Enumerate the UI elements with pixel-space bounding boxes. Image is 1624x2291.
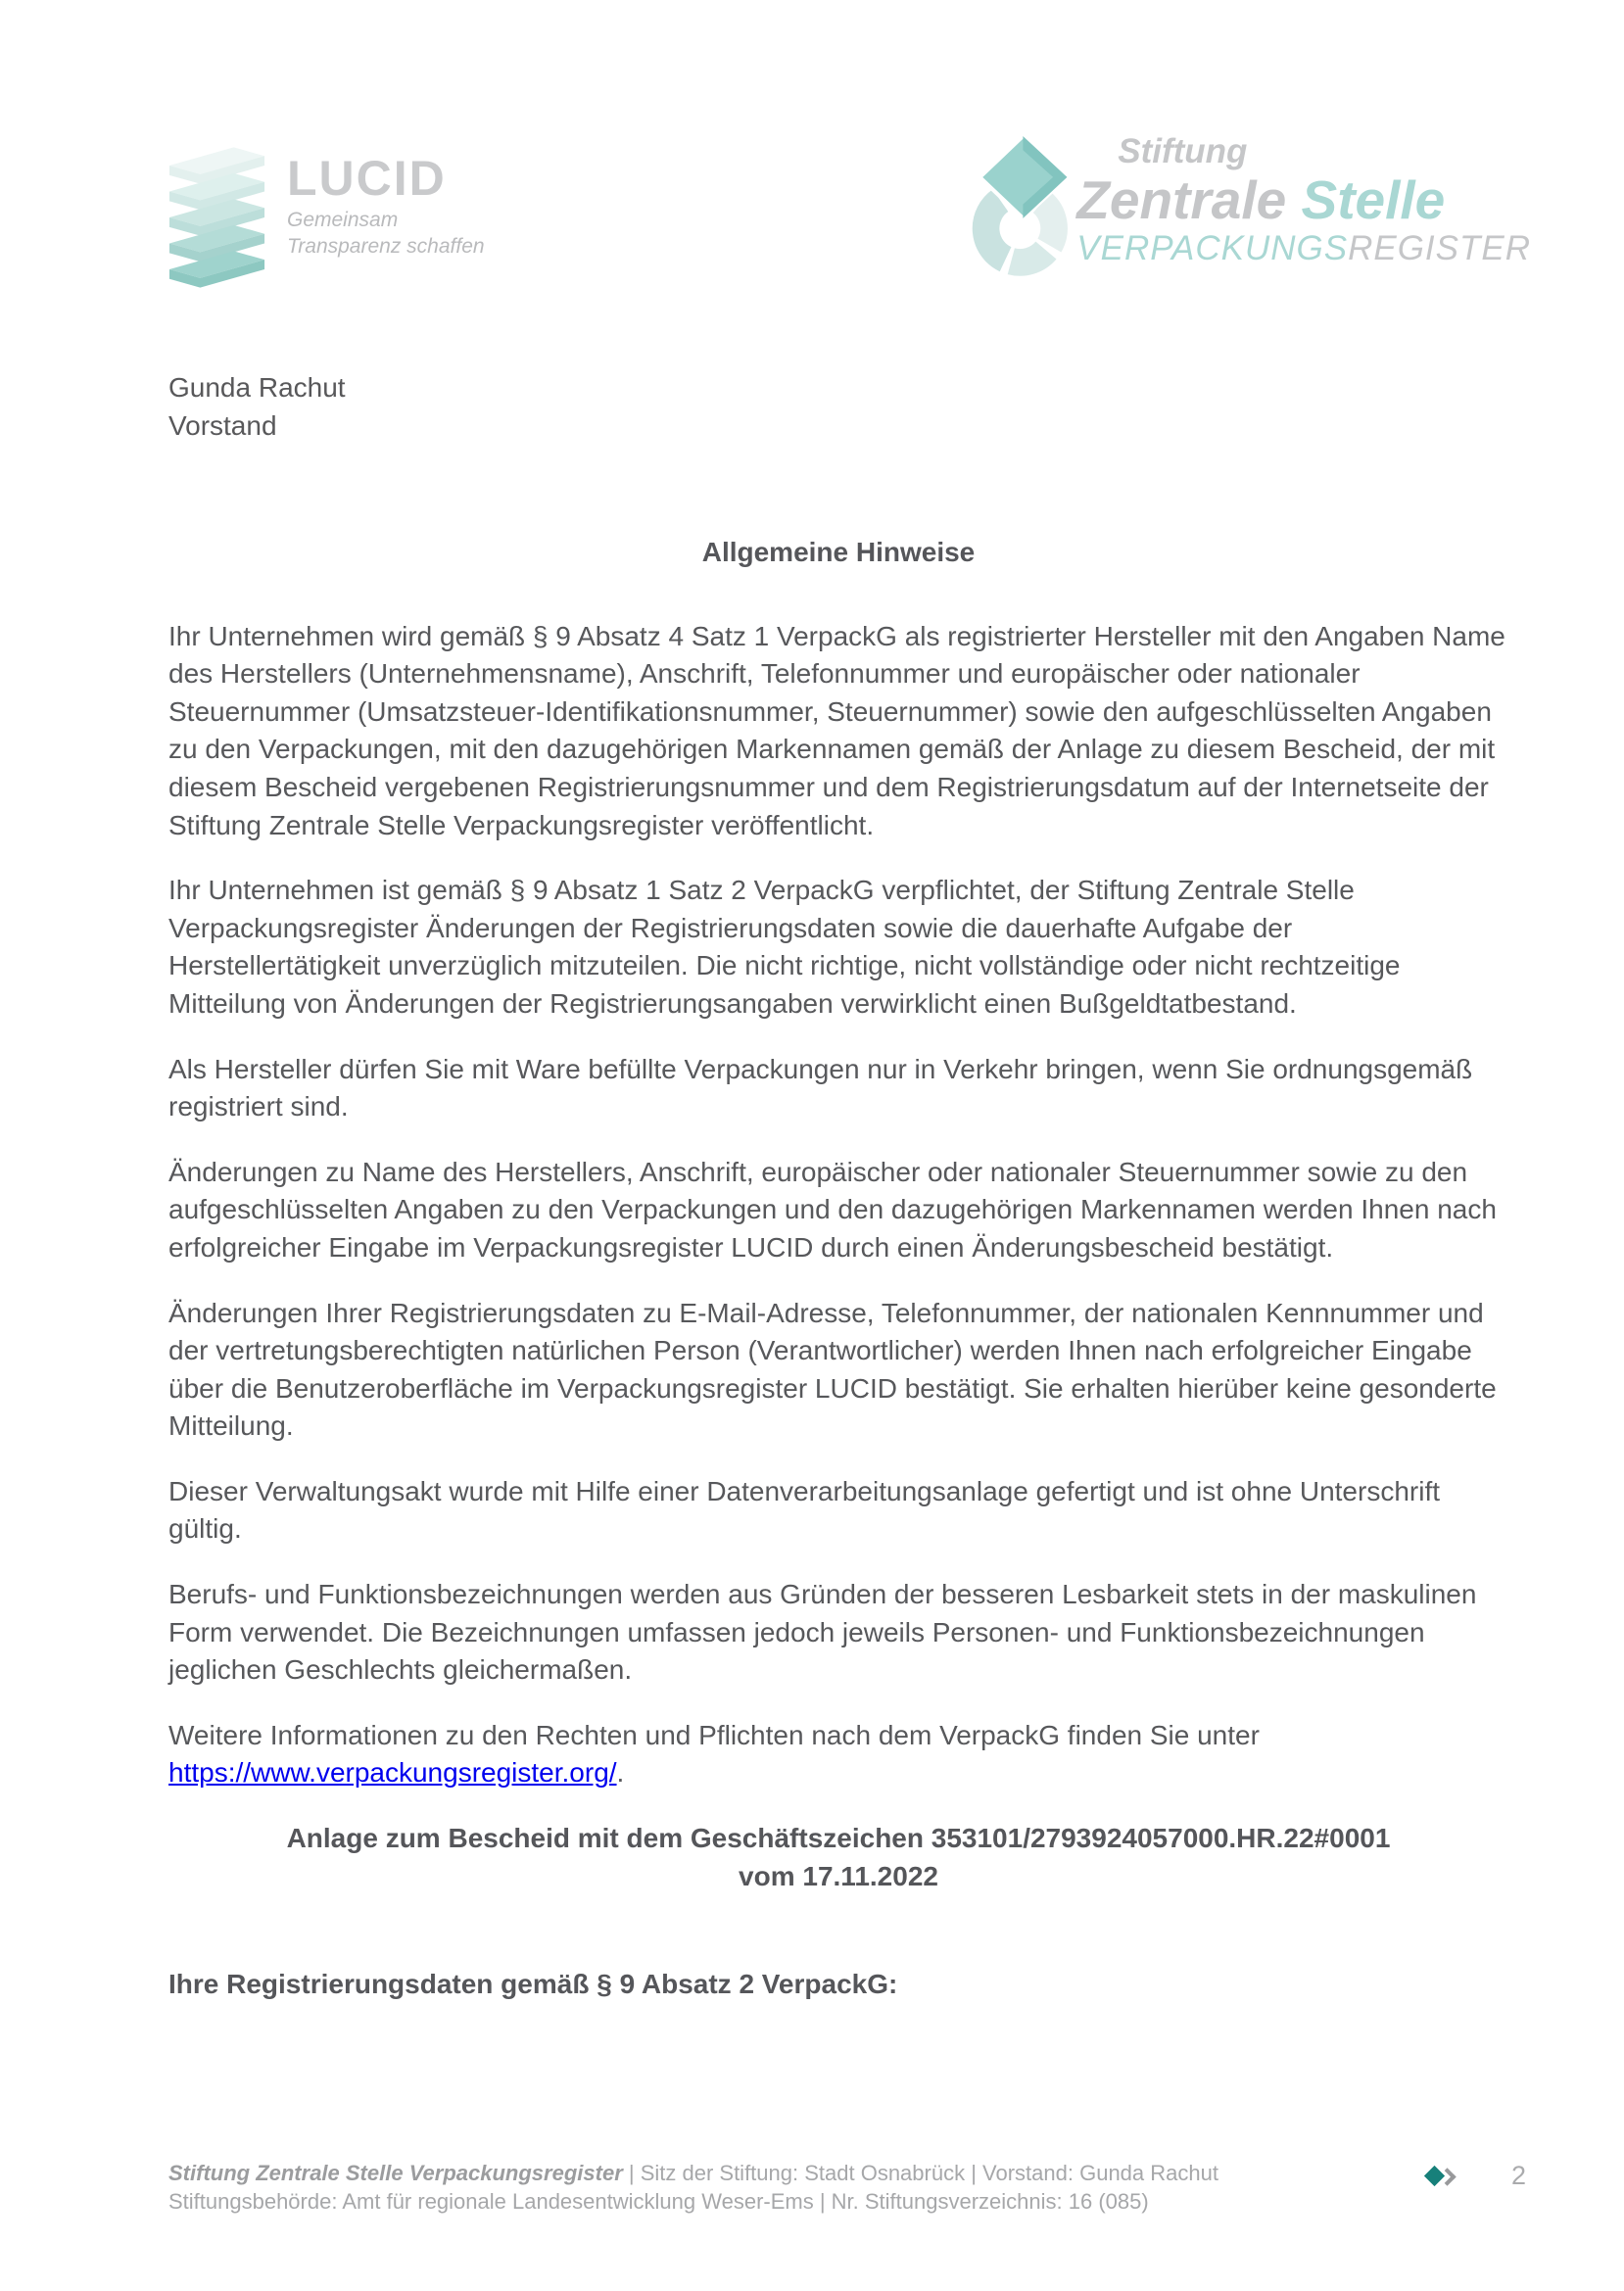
annex-title-line2: vom 17.11.2022 [739, 1860, 938, 1891]
body-paragraph-3: Als Hersteller dürfen Sie mit Ware befüllte Verpackungen nur in Verkehr bringen, wenn Sie ordnungsgemäß registriert sind. [168, 1053, 1473, 1122]
zsvr-verpackungs: VERPACKUNGS [1076, 229, 1349, 267]
zsvr-drop-icon [965, 125, 1090, 277]
annex-title-line1: Anlage zum Bescheid mit dem Geschäftszeichen 353101/2793924057000.HR.22#0001 [286, 1823, 1391, 1854]
registration-data-heading: Ihre Registrierungsdaten gemäß § 9 Absatz 2 VerpackG: [168, 1969, 898, 2000]
verpackungsregister-link[interactable]: https://www.verpackungsregister.org/ [168, 1757, 617, 1789]
zsvr-line-zentrale-stelle [1076, 170, 1531, 229]
body-paragraph-4: Änderungen zu Name des Herstellers, Anschrift, europäischer oder nationaler Steuernummer sowie zu den aufgeschlüsselten Angaben zu den Verpackungen und den dazugehörigen Markennamen werden Ihnen nach erfolgreicher Eingabe im Verpackungsregister LUCID durch einen Änderungsbescheid bestätigt. [168, 1156, 1497, 1263]
page-number: 2 [1510, 2161, 1526, 2190]
link-paragraph [168, 1717, 1508, 1792]
document-heading: Allgemeine Hinweise [701, 537, 976, 567]
lucid-logo-text [287, 147, 485, 260]
lucid-tagline-line1: Gemeinsam [287, 209, 399, 231]
sender-block [168, 368, 346, 445]
lucid-tagline-line2: Transparenz schaffen [287, 235, 485, 258]
diamond-chevron-icon [1425, 2166, 1466, 2187]
body-paragraph-6: Dieser Verwaltungsakt wurde mit Hilfe einer Datenverarbeitungsanlage gefertigt und ist ohne Unterschrift gültig. [168, 1475, 1441, 1545]
zsvr-line-stiftung: Stiftung [1118, 132, 1248, 170]
letter-body [168, 534, 1508, 2004]
footer-right [1425, 2162, 1526, 2190]
footer-text [168, 2159, 1218, 2216]
sender-role: Vorstand [168, 410, 277, 441]
zsvr-stelle: Stelle [1301, 169, 1446, 230]
footer [168, 2159, 1526, 2216]
lucid-stack-icon [167, 147, 267, 290]
footer-line-1-rest: | Sitz der Stiftung: Stadt Osnabrück | Vorstand: Gunda Rachut [622, 2161, 1218, 2185]
annex-title [168, 1820, 1508, 1895]
sender-name: Gunda Rachut [168, 372, 346, 403]
zsvr-zentrale: Zentrale [1076, 169, 1287, 230]
chevron-right-icon [1438, 2168, 1456, 2185]
zsvr-register: REGISTER [1348, 229, 1531, 267]
lucid-wordmark: LUCID [287, 151, 447, 206]
body-paragraph-2: Ihr Unternehmen ist gemäß § 9 Absatz 1 Satz 2 VerpackG verpflichtet, der Stiftung Zentrale Stelle Verpackungsregister Änderungen der Registrierungsdaten sowie die dauerhafte Aufgabe der Herstellertätigkeit unverzüglich mitzuteilen. Die nicht richtige, nicht vollständige oder nicht rechtzeitige Mitteilung von Änderungen der Registrierungsangaben verwirklicht einen Bußgeldtatbestand. [168, 875, 1401, 1019]
body-paragraph-7: Berufs- und Funktionsbezeichnungen werden aus Gründen der besseren Lesbarkeit stets in der maskulinen Form verwendet. Die Bezeichnungen umfassen jedoch jeweils Personen- und Funktionsbezeichnungen jeglichen Geschlechts gleichermaßen. [168, 1579, 1477, 1686]
lucid-logo [167, 125, 485, 290]
link-paragraph-suffix: . [616, 1757, 625, 1789]
footer-line-1 [168, 2159, 1218, 2187]
zsvr-logo [965, 125, 1531, 277]
zsvr-line-verpackungsregister [1076, 229, 1531, 268]
footer-org-name: Stiftung Zentrale Stelle Verpackungsregister [168, 2161, 623, 2185]
body-paragraph-1: Ihr Unternehmen wird gemäß § 9 Absatz 4 Satz 1 VerpackG als registrierter Hersteller mit den Angaben Name des Herstellers (Unternehmensname), Anschrift, Telefonnummer und europäischer oder nationaler Steuernummer (Umsatzsteuer-Identifikationsnummer, Steuernummer) sowie den aufgeschlüsselten Angaben zu den Verpackungen, mit den dazugehörigen Markennamen gemäß der Anlage zu diesem Bescheid, der mit diesem Bescheid vergebenen Registrierungsnummer und dem Registrierungsdatum auf der Internetseite der Stiftung Zentrale Stelle Verpackungsregister veröffentlicht. [168, 620, 1505, 840]
header [167, 125, 1531, 290]
link-paragraph-text: Weitere Informationen zu den Rechten und Pflichten nach dem VerpackG finden Sie unter [168, 1719, 1260, 1750]
zsvr-logo-text [1076, 125, 1531, 268]
body-paragraph-5: Änderungen Ihrer Registrierungsdaten zu E-Mail-Adresse, Telefonnummer, der nationalen Kennnummer und der vertretungsberechtigten natürlichen Person (Verantwortlicher) werden Ihnen nach erfolgreicher Eingabe über die Benutzeroberfläche im Verpackungsregister LUCID bestätigt. Sie erhalten hierüber keine gesonderte Mitteilung. [168, 1297, 1497, 1442]
footer-line-2: Stiftungsbehörde: Amt für regionale Landesentwicklung Weser-Ems | Nr. Stiftungsverzeichnis: 16 (085) [168, 2189, 1149, 2214]
